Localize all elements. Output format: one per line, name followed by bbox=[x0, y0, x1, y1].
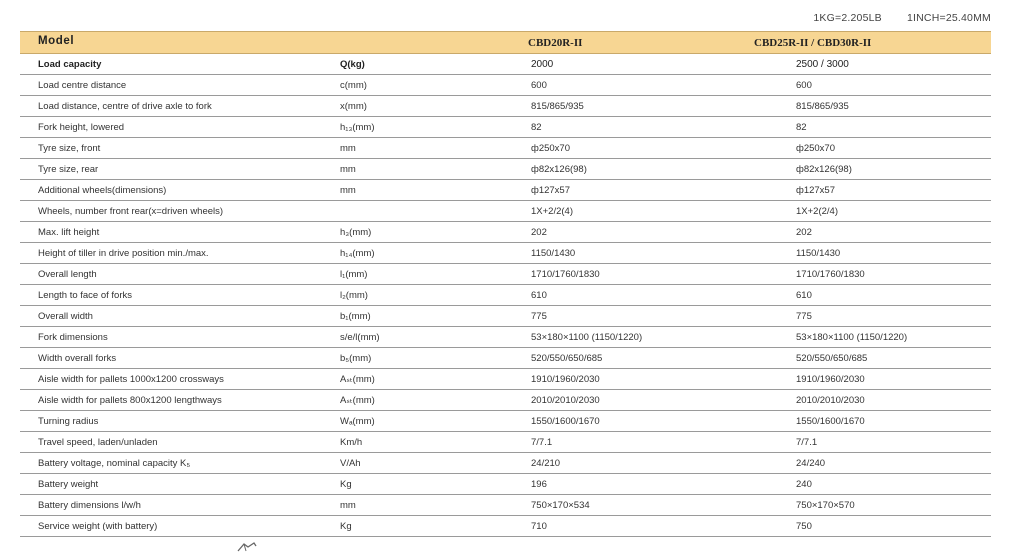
row-value-b: 240 bbox=[796, 479, 812, 490]
row-value-a: ф250x70 bbox=[531, 143, 570, 154]
row-unit: l₂(mm) bbox=[340, 290, 368, 301]
row-unit: l₁(mm) bbox=[340, 269, 368, 280]
header-model-a: CBD20R-II bbox=[528, 37, 583, 49]
row-value-b: 2010/2010/2030 bbox=[796, 395, 865, 406]
row-unit: mm bbox=[340, 143, 356, 154]
row-label: Max. lift height bbox=[38, 227, 100, 238]
row-value-a: 600 bbox=[531, 80, 547, 91]
row-value-a: 1910/1960/2030 bbox=[531, 374, 600, 385]
row-unit: Kg bbox=[340, 521, 352, 532]
row-label: Width overall forks bbox=[38, 353, 117, 364]
row-value-a: 520/550/650/685 bbox=[531, 353, 603, 364]
row-value-a: 775 bbox=[531, 311, 547, 322]
row-unit: x(mm) bbox=[340, 101, 367, 112]
row-value-b: 7/7.1 bbox=[796, 437, 818, 448]
row-label: Tyre size, rear bbox=[38, 164, 99, 175]
table-row bbox=[20, 180, 991, 201]
row-label: Battery voltage, nominal capacity K₅ bbox=[38, 458, 191, 469]
table-row bbox=[20, 390, 991, 411]
row-value-b: 750×170×570 bbox=[796, 500, 855, 511]
row-label: Aisle width for pallets 800x1200 lengthways bbox=[38, 395, 222, 406]
table-row bbox=[20, 222, 991, 243]
row-label: Height of tiller in drive position min./max. bbox=[38, 248, 209, 259]
row-unit: h₃(mm) bbox=[340, 227, 372, 238]
row-value-b: 53×180×1100 (1150/1220) bbox=[796, 332, 908, 343]
row-value-b: 2500 / 3000 bbox=[796, 59, 849, 70]
row-value-a: 610 bbox=[531, 290, 547, 301]
table-row bbox=[20, 75, 991, 96]
row-value-a: 82 bbox=[531, 122, 542, 133]
row-label: Fork height, lowered bbox=[38, 122, 125, 133]
row-value-a: 1550/1600/1670 bbox=[531, 416, 600, 427]
row-unit: Aₛₜ(mm) bbox=[340, 374, 375, 385]
header-model: Model bbox=[38, 35, 75, 47]
row-value-a: 815/865/935 bbox=[531, 101, 584, 112]
row-value-a: 710 bbox=[531, 521, 547, 532]
table-row bbox=[20, 264, 991, 285]
table-row bbox=[20, 411, 991, 432]
row-value-a: ф82x126(98) bbox=[531, 164, 587, 175]
row-unit: s/e/l(mm) bbox=[340, 332, 380, 343]
row-value-b: 600 bbox=[796, 80, 812, 91]
row-unit: mm bbox=[340, 164, 356, 175]
row-value-b: 815/865/935 bbox=[796, 101, 849, 112]
row-value-b: ф250x70 bbox=[796, 143, 835, 154]
table-row bbox=[20, 54, 991, 75]
row-value-a: 202 bbox=[531, 227, 547, 238]
row-unit: Wₐ(mm) bbox=[340, 416, 375, 427]
table-body bbox=[20, 54, 991, 537]
row-value-a: ф127x57 bbox=[531, 185, 570, 196]
row-value-a: 24/210 bbox=[531, 458, 561, 469]
row-unit: h₁₃(mm) bbox=[340, 122, 375, 133]
table-row bbox=[20, 495, 991, 516]
row-label: Turning radius bbox=[38, 416, 99, 427]
row-label: Aisle width for pallets 1000x1200 crossways bbox=[38, 374, 224, 385]
row-value-a: 1150/1430 bbox=[531, 248, 576, 259]
table-row bbox=[20, 201, 991, 222]
table-row bbox=[20, 243, 991, 264]
header-model-b: CBD25R-II / CBD30R-II bbox=[754, 37, 872, 49]
row-unit: Aₛₜ(mm) bbox=[340, 395, 375, 406]
row-unit: b₁(mm) bbox=[340, 311, 371, 322]
table-row bbox=[20, 138, 991, 159]
row-value-b: 1X+2(2/4) bbox=[796, 206, 838, 217]
table-row bbox=[20, 159, 991, 180]
row-label: Tyre size, front bbox=[38, 143, 101, 154]
row-label: Fork dimensions bbox=[38, 332, 108, 343]
row-unit: h₁₄(mm) bbox=[340, 248, 375, 259]
table-row bbox=[20, 453, 991, 474]
row-label: Overall length bbox=[38, 269, 97, 280]
row-value-a: 1710/1760/1830 bbox=[531, 269, 600, 280]
row-label: Load centre distance bbox=[38, 80, 127, 91]
table-header bbox=[20, 31, 991, 54]
row-label: Load distance, centre of drive axle to fork bbox=[38, 101, 212, 112]
row-unit: V/Ah bbox=[340, 458, 361, 469]
row-label: Overall width bbox=[38, 311, 93, 322]
row-value-b: 1910/1960/2030 bbox=[796, 374, 865, 385]
table-row bbox=[20, 285, 991, 306]
table-row bbox=[20, 369, 991, 390]
row-value-b: 750 bbox=[796, 521, 812, 532]
weight-conversion: 1KG=2.205LB bbox=[813, 12, 882, 24]
row-value-b: 520/550/650/685 bbox=[796, 353, 868, 364]
row-value-b: 24/240 bbox=[796, 458, 826, 469]
row-value-a: 196 bbox=[531, 479, 547, 490]
row-label: Load capacity bbox=[38, 59, 102, 70]
table-row bbox=[20, 474, 991, 495]
row-label: Battery weight bbox=[38, 479, 99, 490]
row-value-a: 1X+2/2(4) bbox=[531, 206, 573, 217]
row-value-b: ф127x57 bbox=[796, 185, 835, 196]
spec-table bbox=[20, 31, 991, 537]
unit-conversion-note bbox=[799, 12, 991, 24]
table-row bbox=[20, 348, 991, 369]
row-value-b: 610 bbox=[796, 290, 812, 301]
row-value-b: ф82x126(98) bbox=[796, 164, 852, 175]
row-value-b: 202 bbox=[796, 227, 812, 238]
row-unit: Q(kg) bbox=[340, 59, 365, 70]
row-label: Service weight (with battery) bbox=[38, 521, 158, 532]
row-value-a: 750×170×534 bbox=[531, 500, 590, 511]
row-unit: b₅(mm) bbox=[340, 353, 372, 364]
row-value-b: 1710/1760/1830 bbox=[796, 269, 865, 280]
table-row bbox=[20, 327, 991, 348]
row-unit: Kg bbox=[340, 479, 352, 490]
row-value-b: 82 bbox=[796, 122, 807, 133]
table-row bbox=[20, 96, 991, 117]
row-value-b: 1550/1600/1670 bbox=[796, 416, 865, 427]
row-value-b: 775 bbox=[796, 311, 812, 322]
row-unit: c(mm) bbox=[340, 80, 367, 91]
row-label: Wheels, number front rear(x=driven wheels) bbox=[38, 206, 224, 217]
length-conversion: 1INCH=25.40MM bbox=[906, 12, 991, 24]
row-label: Length to face of forks bbox=[38, 290, 133, 301]
row-value-b: 1150/1430 bbox=[796, 248, 841, 259]
row-value-a: 53×180×1100 (1150/1220) bbox=[531, 332, 643, 343]
row-label: Travel speed, laden/unladen bbox=[38, 437, 158, 448]
table-row bbox=[20, 306, 991, 327]
row-value-a: 7/7.1 bbox=[531, 437, 553, 448]
row-unit: mm bbox=[340, 500, 356, 511]
table-row bbox=[20, 432, 991, 453]
row-unit: mm bbox=[340, 185, 356, 196]
table-row bbox=[20, 516, 991, 537]
row-value-a: 2000 bbox=[531, 59, 554, 70]
row-unit: Km/h bbox=[340, 437, 363, 448]
row-label: Additional wheels(dimensions) bbox=[38, 185, 167, 196]
row-label: Battery dimensions l/w/h bbox=[38, 500, 141, 511]
row-value-a: 2010/2010/2030 bbox=[531, 395, 600, 406]
table-row bbox=[20, 117, 991, 138]
